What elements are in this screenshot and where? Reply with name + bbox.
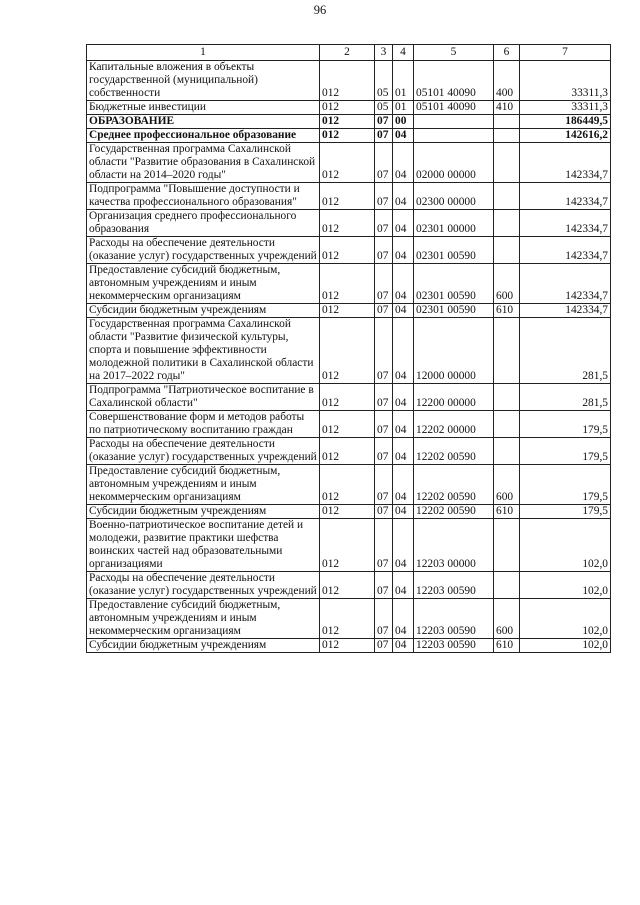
- row-target-article: [414, 115, 494, 129]
- row-ministry-code: 012: [320, 143, 375, 183]
- table-row: [87, 210, 611, 237]
- row-target-article: 05101 40090: [414, 101, 494, 115]
- row-section: 05: [375, 101, 393, 115]
- row-subsection: 04: [393, 519, 414, 572]
- row-subsection: 01: [393, 101, 414, 115]
- row-subsection: 04: [393, 183, 414, 210]
- table-row: [87, 411, 611, 438]
- row-ministry-code: 012: [320, 101, 375, 115]
- row-section: 07: [375, 129, 393, 143]
- row-name: Предоставление субсидий бюджетным, автономным учреждениям и иным некоммерческим организациям: [87, 465, 320, 505]
- row-amount: 33311,3: [520, 61, 611, 101]
- row-name: Предоставление субсидий бюджетным, автономным учреждениям и иным некоммерческим организациям: [87, 264, 320, 304]
- row-amount: 142334,7: [520, 143, 611, 183]
- row-subsection: 04: [393, 639, 414, 653]
- row-expense-type: [494, 183, 520, 210]
- row-amount: 142334,7: [520, 237, 611, 264]
- row-target-article: 12202 00590: [414, 438, 494, 465]
- row-section: 07: [375, 505, 393, 519]
- row-subsection: 04: [393, 143, 414, 183]
- row-ministry-code: 012: [320, 465, 375, 505]
- row-section: 07: [375, 264, 393, 304]
- row-name: Среднее профессиональное образование: [87, 129, 320, 143]
- row-section: 07: [375, 572, 393, 599]
- row-expense-type: [494, 210, 520, 237]
- row-ministry-code: 012: [320, 237, 375, 264]
- row-subsection: 04: [393, 505, 414, 519]
- row-subsection: 04: [393, 599, 414, 639]
- row-expense-type: [494, 143, 520, 183]
- row-ministry-code: 012: [320, 599, 375, 639]
- row-section: 05: [375, 61, 393, 101]
- table-row: [87, 599, 611, 639]
- row-amount: 102,0: [520, 572, 611, 599]
- row-amount: 102,0: [520, 639, 611, 653]
- row-section: 07: [375, 639, 393, 653]
- row-ministry-code: 012: [320, 304, 375, 318]
- row-subsection: 01: [393, 61, 414, 101]
- table-row: [87, 264, 611, 304]
- row-target-article: [414, 129, 494, 143]
- table-row: [87, 61, 611, 101]
- row-amount: 102,0: [520, 599, 611, 639]
- row-subsection: 04: [393, 304, 414, 318]
- row-subsection: 04: [393, 411, 414, 438]
- row-expense-type: [494, 572, 520, 599]
- row-section: 07: [375, 304, 393, 318]
- row-name: Субсидии бюджетным учреждениям: [87, 505, 320, 519]
- row-target-article: 12202 00000: [414, 411, 494, 438]
- table-row: [87, 143, 611, 183]
- row-ministry-code: 012: [320, 438, 375, 465]
- row-target-article: 12000 00000: [414, 318, 494, 384]
- row-subsection: 04: [393, 318, 414, 384]
- row-expense-type: 410: [494, 101, 520, 115]
- table-row: [87, 572, 611, 599]
- row-ministry-code: 012: [320, 210, 375, 237]
- table-row: [87, 101, 611, 115]
- row-amount: 186449,5: [520, 115, 611, 129]
- row-amount: 142334,7: [520, 264, 611, 304]
- row-section: 07: [375, 115, 393, 129]
- row-amount: 102,0: [520, 519, 611, 572]
- row-subsection: 04: [393, 384, 414, 411]
- row-target-article: 02301 00000: [414, 210, 494, 237]
- header-row: [87, 45, 611, 61]
- row-subsection: 00: [393, 115, 414, 129]
- row-target-article: 02300 00000: [414, 183, 494, 210]
- row-section: 07: [375, 318, 393, 384]
- row-target-article: 12203 00590: [414, 599, 494, 639]
- row-subsection: 04: [393, 465, 414, 505]
- row-ministry-code: 012: [320, 129, 375, 143]
- row-expense-type: 600: [494, 599, 520, 639]
- row-section: 07: [375, 384, 393, 411]
- header-col-1: 1: [87, 45, 320, 61]
- row-amount: 179,5: [520, 505, 611, 519]
- row-target-article: 02000 00000: [414, 143, 494, 183]
- table-row: [87, 129, 611, 143]
- row-name: Совершенствование форм и методов работы по патриотическому воспитанию граждан: [87, 411, 320, 438]
- row-ministry-code: 012: [320, 318, 375, 384]
- row-name: Подпрограмма "Повышение доступности и качества профессионального образования": [87, 183, 320, 210]
- row-target-article: 02301 00590: [414, 237, 494, 264]
- row-amount: 142334,7: [520, 210, 611, 237]
- row-target-article: 12203 00590: [414, 572, 494, 599]
- row-name: Военно-патриотическое воспитание детей и молодежи, развитие практики шефства воинских частей над образовательными организациями: [87, 519, 320, 572]
- row-name: Предоставление субсидий бюджетным, автономным учреждениям и иным некоммерческим организациям: [87, 599, 320, 639]
- table-row: [87, 438, 611, 465]
- row-section: 07: [375, 411, 393, 438]
- row-target-article: 12202 00590: [414, 465, 494, 505]
- table-row: [87, 115, 611, 129]
- row-name: Субсидии бюджетным учреждениям: [87, 639, 320, 653]
- row-name: Государственная программа Сахалинской области "Развитие образования в Сахалинской области на 2014–2020 годы": [87, 143, 320, 183]
- table-row: [87, 384, 611, 411]
- row-target-article: 12202 00590: [414, 505, 494, 519]
- row-section: 07: [375, 599, 393, 639]
- row-target-article: 05101 40090: [414, 61, 494, 101]
- row-amount: 142334,7: [520, 183, 611, 210]
- budget-table: [86, 44, 611, 653]
- row-section: 07: [375, 519, 393, 572]
- row-expense-type: 610: [494, 304, 520, 318]
- row-section: 07: [375, 237, 393, 264]
- header-col-3: 3: [375, 45, 393, 61]
- row-target-article: 12203 00590: [414, 639, 494, 653]
- table-row: [87, 237, 611, 264]
- row-target-article: 12200 00000: [414, 384, 494, 411]
- row-section: 07: [375, 210, 393, 237]
- row-ministry-code: 012: [320, 411, 375, 438]
- row-subsection: 04: [393, 210, 414, 237]
- row-amount: 179,5: [520, 465, 611, 505]
- table-row: [87, 519, 611, 572]
- row-amount: 33311,3: [520, 101, 611, 115]
- table-row: [87, 318, 611, 384]
- row-subsection: 04: [393, 264, 414, 304]
- table-row: [87, 183, 611, 210]
- row-amount: 142334,7: [520, 304, 611, 318]
- row-subsection: 04: [393, 237, 414, 264]
- row-section: 07: [375, 183, 393, 210]
- row-amount: 281,5: [520, 318, 611, 384]
- row-name: ОБРАЗОВАНИЕ: [87, 115, 320, 129]
- row-expense-type: [494, 519, 520, 572]
- table-row: [87, 505, 611, 519]
- row-expense-type: [494, 115, 520, 129]
- row-section: 07: [375, 438, 393, 465]
- table-row: [87, 639, 611, 653]
- row-section: 07: [375, 143, 393, 183]
- header-col-4: 4: [393, 45, 414, 61]
- row-expense-type: [494, 438, 520, 465]
- row-name: Расходы на обеспечение деятельности (оказание услуг) государственных учреждений: [87, 237, 320, 264]
- row-subsection: 04: [393, 129, 414, 143]
- row-amount: 179,5: [520, 438, 611, 465]
- row-section: 07: [375, 465, 393, 505]
- table-row: [87, 304, 611, 318]
- header-col-7: 7: [520, 45, 611, 61]
- row-expense-type: 600: [494, 264, 520, 304]
- row-ministry-code: 012: [320, 505, 375, 519]
- row-ministry-code: 012: [320, 115, 375, 129]
- row-name: Капитальные вложения в объекты государственной (муниципальной) собственности: [87, 61, 320, 101]
- row-expense-type: 400: [494, 61, 520, 101]
- row-expense-type: 600: [494, 465, 520, 505]
- row-ministry-code: 012: [320, 572, 375, 599]
- row-amount: 142616,2: [520, 129, 611, 143]
- row-amount: 281,5: [520, 384, 611, 411]
- row-name: Подпрограмма "Патриотическое воспитание в Сахалинской области": [87, 384, 320, 411]
- row-name: Расходы на обеспечение деятельности (оказание услуг) государственных учреждений: [87, 572, 320, 599]
- header-col-2: 2: [320, 45, 375, 61]
- row-name: Бюджетные инвестиции: [87, 101, 320, 115]
- row-ministry-code: 012: [320, 519, 375, 572]
- row-ministry-code: 012: [320, 264, 375, 304]
- row-target-article: 12203 00000: [414, 519, 494, 572]
- row-expense-type: [494, 411, 520, 438]
- row-name: Государственная программа Сахалинской области "Развитие физической культуры, спорта и повышение эффективности молодежной политики в Сахалинской области на 2017–2022 годы": [87, 318, 320, 384]
- row-name: Организация среднего профессионального образования: [87, 210, 320, 237]
- row-target-article: 02301 00590: [414, 264, 494, 304]
- row-name: Субсидии бюджетным учреждениям: [87, 304, 320, 318]
- row-name: Расходы на обеспечение деятельности (оказание услуг) государственных учреждений: [87, 438, 320, 465]
- header-col-5: 5: [414, 45, 494, 61]
- row-expense-type: [494, 318, 520, 384]
- row-expense-type: [494, 384, 520, 411]
- row-target-article: 02301 00590: [414, 304, 494, 318]
- row-subsection: 04: [393, 572, 414, 599]
- header-col-6: 6: [494, 45, 520, 61]
- row-ministry-code: 012: [320, 639, 375, 653]
- row-expense-type: [494, 129, 520, 143]
- row-expense-type: 610: [494, 505, 520, 519]
- table-row: [87, 465, 611, 505]
- row-ministry-code: 012: [320, 384, 375, 411]
- row-expense-type: [494, 237, 520, 264]
- row-amount: 179,5: [520, 411, 611, 438]
- row-subsection: 04: [393, 438, 414, 465]
- row-ministry-code: 012: [320, 183, 375, 210]
- page-number: 96: [313, 3, 327, 17]
- row-expense-type: 610: [494, 639, 520, 653]
- row-ministry-code: 012: [320, 61, 375, 101]
